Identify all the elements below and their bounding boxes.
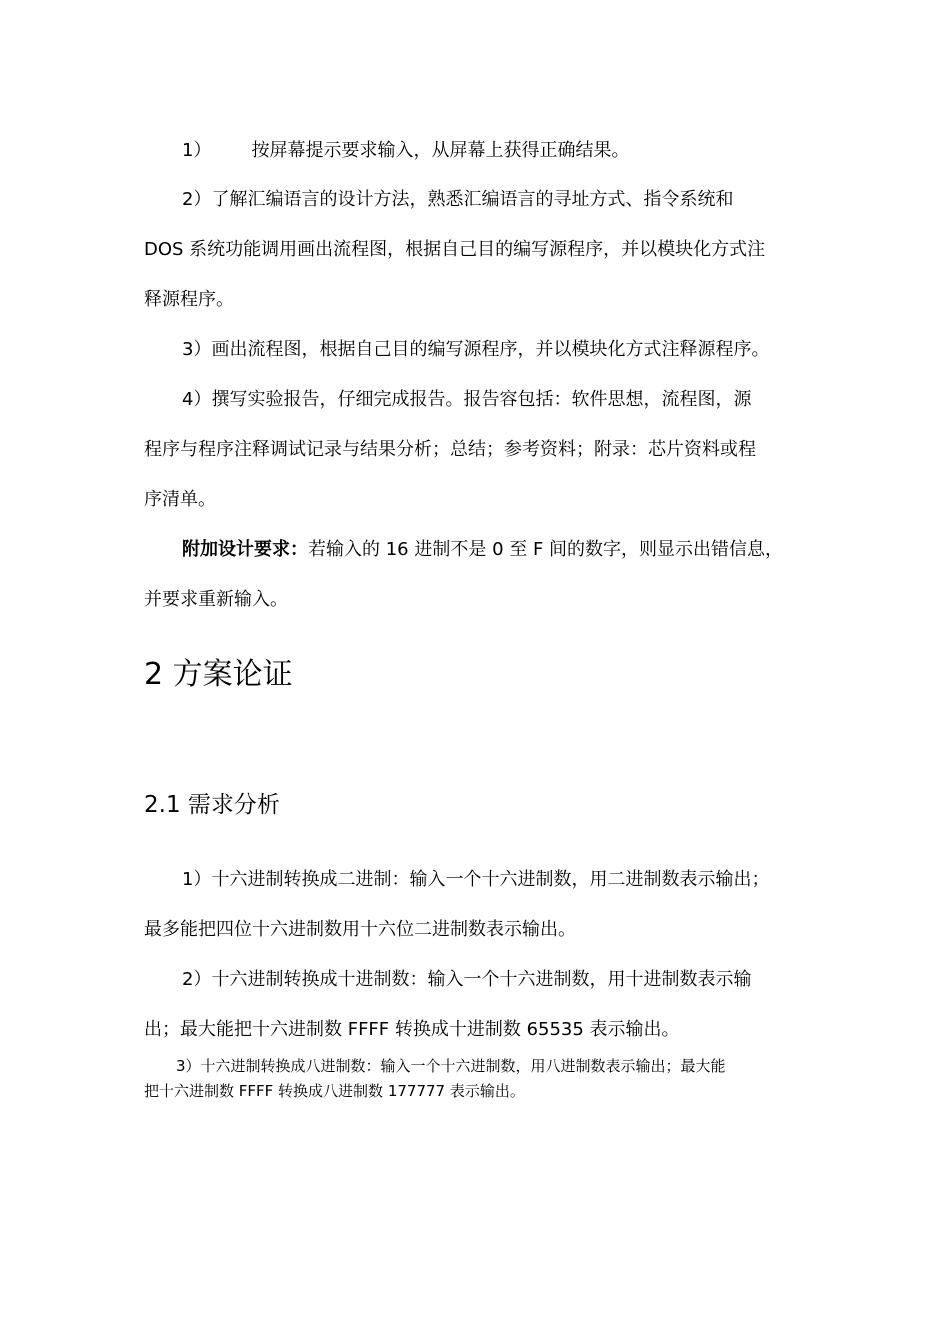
requirement-item-1-number: 1） — [182, 140, 212, 161]
requirement-item-2-line-3: 释源程序。 — [144, 289, 234, 310]
requirement-item-1-text: 按屏幕提示要求输入，从屏幕上获得正确结果。 — [251, 140, 630, 161]
analysis-item-2-line-2: 出；最大能把十六进制数 FFFF 转换成十进制数 65535 表示输出。 — [144, 1019, 680, 1040]
analysis-item-3-line-2: 把十六进制数 FFFF 转换成八进制数 177777 表示输出。 — [144, 1082, 525, 1100]
analysis-item-1-line-1: 1）十六进制转换成二进制：输入一个十六进制数，用二进制数表示输出； — [182, 869, 770, 890]
extra-requirement — [182, 539, 783, 561]
requirement-item-4-line-3: 序清单。 — [144, 489, 216, 510]
extra-requirement-label: 附加设计要求： — [182, 539, 308, 560]
requirement-item-1 — [182, 140, 629, 162]
subsection-2-1-heading: 2.1 需求分析 — [144, 792, 280, 818]
analysis-item-3-line-1: 3）十六进制转换成八进制数：输入一个十六进制数，用八进制数表示输出；最大能 — [176, 1057, 726, 1075]
requirement-item-2-line-2: DOS 系统功能调用画出流程图，根据自己目的编写源程序，并以模块化方式注 — [144, 239, 766, 260]
analysis-item-2-line-1: 2）十六进制转换成十进制数：输入一个十六进制数，用十进制数表示输 — [182, 969, 752, 990]
requirement-item-4-line-2: 程序与程序注释调试记录与结果分析；总结；参考资料；附录：芯片资料或程 — [144, 439, 756, 460]
requirement-item-4-line-1: 4）撰写实验报告，仔细完成报告。报告容包括：软件思想，流程图，源 — [182, 389, 752, 410]
extra-requirement-text: 若输入的 16 进制不是 0 至 F 间的数字，则显示出错信息， — [308, 539, 784, 560]
extra-requirement-line-2: 并要求重新输入。 — [144, 589, 288, 610]
analysis-item-1-line-2: 最多能把四位十六进制数用十六位二进制数表示输出。 — [144, 919, 576, 940]
section-2-heading: 2 方案论证 — [144, 657, 293, 692]
requirement-item-3: 3）画出流程图，根据自己目的编写源程序，并以模块化方式注释源程序。 — [182, 339, 770, 360]
requirement-item-2-line-1: 2）了解汇编语言的设计方法，熟悉汇编语言的寻址方式、指令系统和 — [182, 189, 734, 210]
